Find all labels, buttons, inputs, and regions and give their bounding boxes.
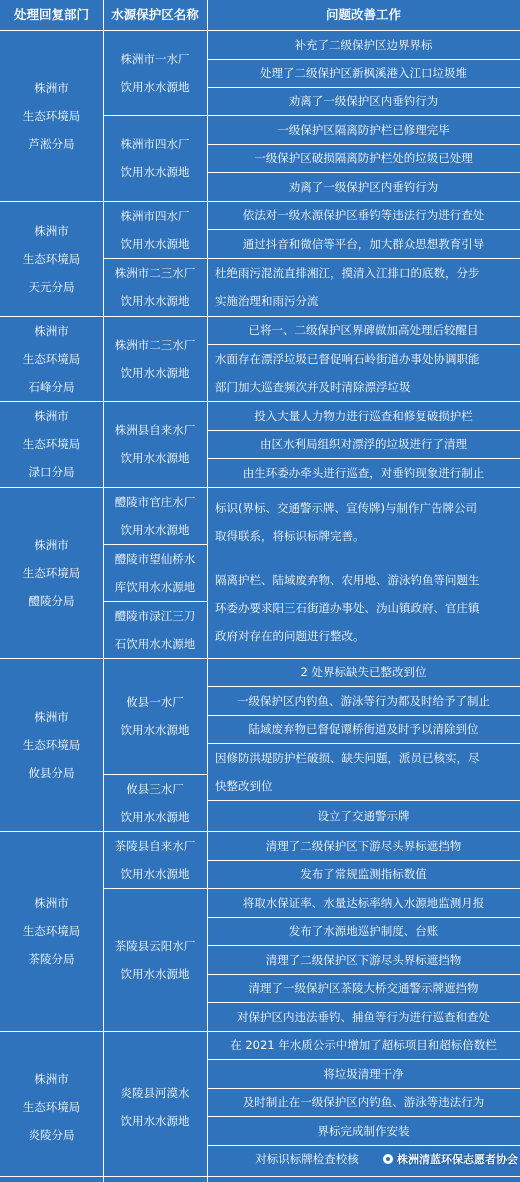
row-divider bbox=[103, 115, 520, 116]
row-divider bbox=[207, 344, 520, 345]
source-cell: 醴陵市望仙桥水 库饮用水水源地 bbox=[114, 551, 196, 594]
work-item: 清理了二级保护区下游尽头界标遮挡物 bbox=[265, 838, 462, 853]
work-item: 隔离护栏、陆域废弃物、农用地、游泳钓鱼等问题生 环委办要求阳三石街道办事处、沩山镇政府、官庄镇 政府对存在的问题进行整改。 bbox=[215, 572, 480, 643]
source-cell: 株洲县自来水厂 饮用水水源地 bbox=[114, 423, 196, 465]
source-cell: 株洲市二三水厂 饮用水水源地 bbox=[114, 337, 196, 380]
row-divider bbox=[207, 686, 520, 687]
row-divider bbox=[207, 172, 520, 173]
row-divider bbox=[207, 430, 520, 431]
department-cell: 株洲市 生态环境局 攸县分局 bbox=[22, 709, 81, 780]
row-divider bbox=[207, 743, 520, 744]
header-source: 水源保护区名称 bbox=[111, 7, 199, 22]
row-divider bbox=[207, 715, 520, 716]
work-item: 一级保护区内钓鱼、游泳等行为都及时给予了制止 bbox=[237, 693, 490, 708]
work-item: 依法对一级水源保护区垂钓等违法行为进行查处 bbox=[242, 208, 485, 222]
watermark-text: 株洲清蓝环保志愿者协会 bbox=[397, 1153, 518, 1166]
department-cell: 株洲市 生态环境局 芦淞分局 bbox=[22, 80, 81, 151]
work-item: 已将一、二级保护区界碑做加高处理后较醒目 bbox=[248, 323, 479, 337]
row-divider bbox=[207, 458, 520, 459]
department-cell: 株洲市 生态环境局 石峰分局 bbox=[22, 323, 81, 394]
work-item: 劝离了一级保护区内垂钓行为 bbox=[288, 94, 439, 108]
work-item: 对标识标牌检查校核 bbox=[255, 1152, 359, 1166]
row-divider bbox=[207, 1002, 520, 1003]
source-cell: 醴陵市渌江三刀 石饮用水水源地 bbox=[114, 608, 196, 651]
source-cell: 炎陵县河漠水 饮用水水源地 bbox=[120, 1085, 190, 1128]
department-cell: 株洲市 生态环境局 茶陵分局 bbox=[22, 896, 81, 966]
column-divider bbox=[207, 0, 208, 1182]
department-cell: 株洲市 生态环境局 炎陵分局 bbox=[22, 1071, 81, 1142]
work-item: 一级保护区隔离防护栏已修理完毕 bbox=[277, 122, 450, 137]
work-item: 对保护区内违法垂钓、捕鱼等行为进行巡查和查处 bbox=[237, 1009, 490, 1024]
wechat-logo-icon bbox=[383, 1154, 393, 1164]
work-item: 通过抖音和微信等平台，加大群众思想教育引导 bbox=[242, 236, 485, 251]
row-divider bbox=[0, 831, 520, 832]
source-cell: 株洲市四水厂 饮用水水源地 bbox=[120, 137, 190, 179]
work-item: 及时制止在一级保护区内钓鱼、游泳等违法行为 bbox=[242, 1095, 485, 1109]
work-item: 2 处界标缺失已整改到位 bbox=[300, 665, 427, 679]
work-item: 将取水保证率、水量达标率纳入水源地监测月报 bbox=[242, 895, 485, 910]
row-divider bbox=[207, 59, 520, 60]
work-item: 一级保护区破损隔离防护栏处的垃圾已处理 bbox=[254, 151, 473, 165]
source-cell: 株洲市二三水厂 饮用水水源地 bbox=[114, 266, 196, 308]
row-divider bbox=[207, 1145, 520, 1146]
work-item: 标识(界标、交通警示牌、宣传牌)与制作广告牌公司 取得联系，将标识标牌完善。 bbox=[215, 501, 477, 543]
source-cell: 攸县三水厂 饮用水水源地 bbox=[120, 781, 190, 824]
row-divider bbox=[207, 1088, 520, 1089]
row-divider bbox=[0, 201, 520, 202]
source-cell: 茶陵县自来水厂 饮用水水源地 bbox=[114, 838, 196, 881]
department-cell: 株洲市 生态环境局 渌口分局 bbox=[22, 409, 81, 479]
work-item: 发布了水源地巡护制度、台账 bbox=[288, 924, 439, 938]
header-work: 问题改善工作 bbox=[325, 7, 401, 22]
row-divider bbox=[207, 229, 520, 230]
row-divider bbox=[0, 1176, 520, 1177]
row-divider bbox=[103, 601, 207, 602]
column-divider bbox=[103, 0, 104, 1182]
department-cell: 株洲市 生态环境局 天元分局 bbox=[22, 223, 81, 294]
header-department: 处理回复部门 bbox=[13, 7, 89, 22]
work-item: 补充了二级保护区边界界标 bbox=[294, 37, 433, 52]
row-divider bbox=[207, 87, 520, 88]
source-cell: 株洲市一水厂 饮用水水源地 bbox=[120, 51, 190, 94]
row-divider bbox=[0, 487, 520, 488]
work-item: 投入大量人力物力进行巡查和修复破损护栏 bbox=[254, 408, 473, 423]
source-cell: 株洲市四水厂 饮用水水源地 bbox=[120, 208, 190, 251]
row-divider bbox=[207, 1059, 520, 1060]
work-item: 清理了一级保护区茶陵大桥交通警示牌遮挡物 bbox=[248, 981, 479, 995]
work-item: 由区水利局组织对漂浮的垃圾进行了清理 bbox=[260, 437, 467, 451]
watermark bbox=[322, 1147, 518, 1171]
work-item: 在 2021 年水质公示中增加了超标项目和超标倍数栏 bbox=[230, 1038, 497, 1052]
work-item: 陆域废弃物已督促谭桥街道及时予以清除到位 bbox=[248, 722, 479, 736]
row-divider bbox=[207, 800, 520, 801]
source-cell: 醴陵市官庄水厂 饮用水水源地 bbox=[114, 494, 196, 537]
row-divider bbox=[103, 544, 207, 545]
work-item: 清理了二级保护区下游尽头界标遮挡物 bbox=[265, 952, 462, 967]
row-divider bbox=[0, 316, 520, 317]
work-item: 将垃圾清理干净 bbox=[323, 1066, 404, 1081]
work-item: 发布了常规监测指标数值 bbox=[300, 867, 427, 881]
source-cell: 攸县一水厂 饮用水水源地 bbox=[120, 695, 190, 737]
row-divider bbox=[0, 658, 520, 659]
row-divider bbox=[103, 774, 207, 775]
row-divider bbox=[207, 1116, 520, 1117]
row-divider bbox=[207, 974, 520, 975]
work-item: 由生环委办牵头进行巡查，对垂钓现象进行制止 bbox=[242, 465, 485, 480]
work-item: 因修防洪堤防护栏破损、缺失问题，派员已核实，尽 快整改到位 bbox=[215, 750, 480, 793]
work-item: 劝离了一级保护区内垂钓行为 bbox=[288, 179, 439, 194]
row-divider bbox=[207, 917, 520, 918]
row-divider bbox=[103, 258, 520, 259]
work-item: 设立了交通警示牌 bbox=[317, 808, 410, 823]
work-item: 水面存在漂浮垃圾已督促响石岭街道办事处协调职能 部门加大巡查频次并及时清除漂浮垃圾 bbox=[215, 351, 480, 394]
row-divider bbox=[103, 888, 520, 889]
source-cell: 茶陵县云阳水厂 饮用水水源地 bbox=[114, 938, 196, 981]
row-divider bbox=[0, 30, 520, 31]
work-item: 界标完成制作安装 bbox=[317, 1123, 410, 1138]
row-divider bbox=[207, 144, 520, 145]
row-divider bbox=[0, 401, 520, 402]
row-divider bbox=[207, 945, 520, 946]
row-divider bbox=[0, 1031, 520, 1032]
department-cell: 株洲市 生态环境局 醴陵分局 bbox=[22, 537, 81, 608]
work-item: 处理了二级保护区新枫溪港入江口垃圾堆 bbox=[260, 66, 467, 80]
row-divider bbox=[207, 860, 520, 861]
work-item: 杜绝雨污混流直排湘江，摸清入江排口的底数，分步 实施治理和雨污分流 bbox=[215, 266, 480, 308]
